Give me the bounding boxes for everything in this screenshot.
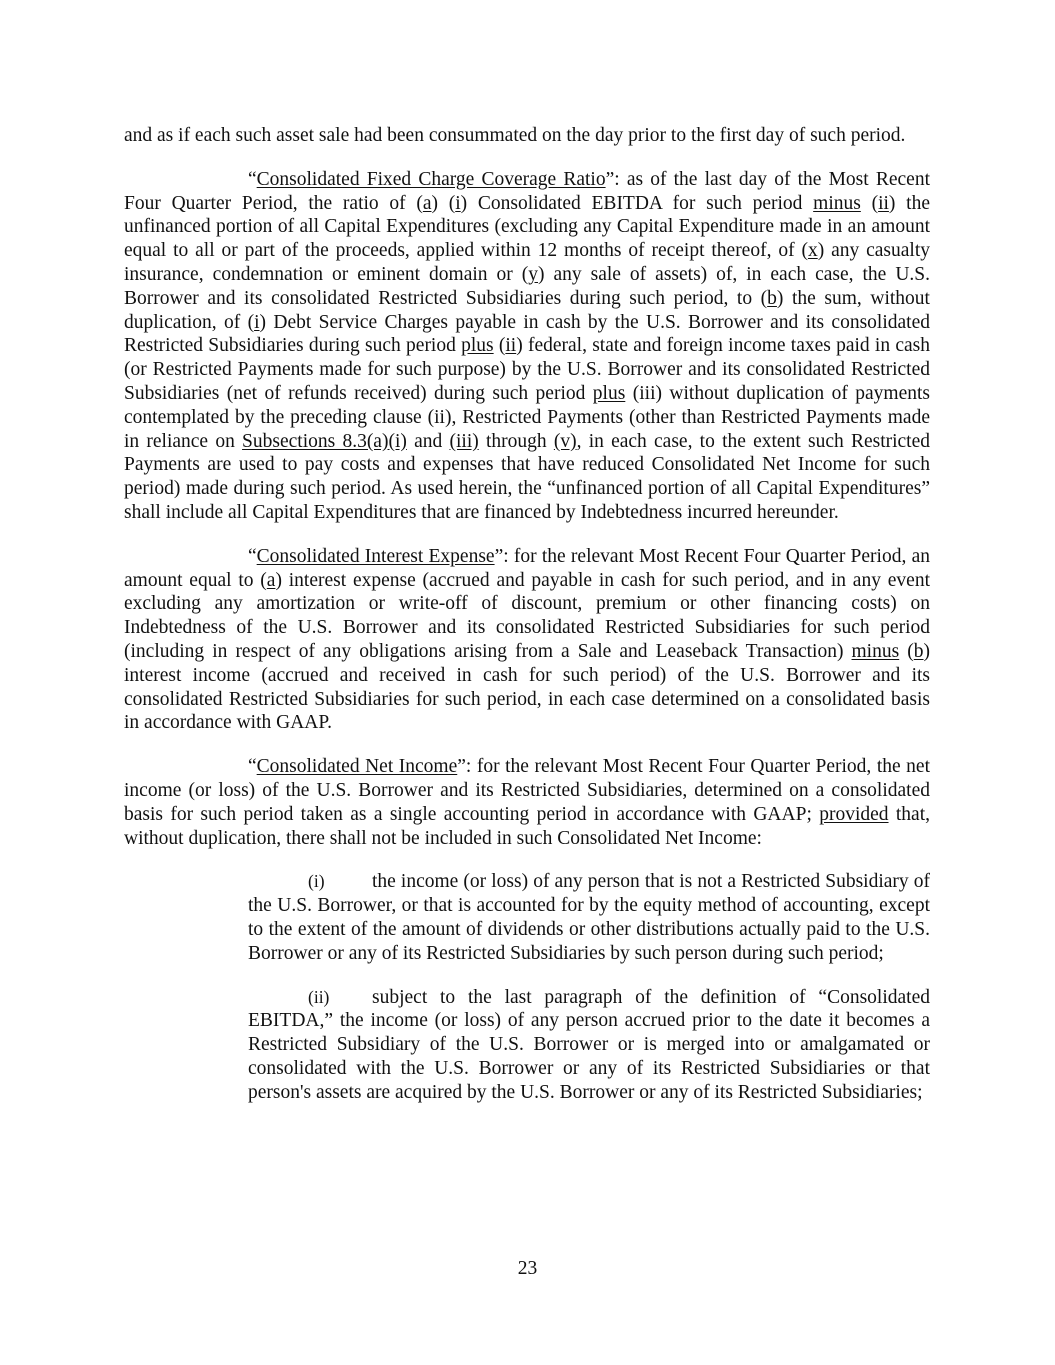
proviso-term: provided [819,803,889,825]
close-quote: ”: [494,545,509,567]
clause-marker: i [455,192,461,214]
page-number: 23 [517,1258,538,1279]
definition-text: through [478,430,554,452]
defined-term: Consolidated Interest Expense [256,545,495,567]
definition-text: ) the unfinanced portion of all Capital Expenditures (excluding any Capital Expenditure made in an amount equal to all or part of the proceeds, applied within 12 months of receipt thereof, of ( [124,192,930,262]
definition-text: for the relevant Most Recent Four Quarter Period, an amount equal to ( [124,545,930,591]
clause-text: the income (or loss) of any person that is not a Restricted Subsidiary of the U.S. Borrower, or that is accounted for by the equity method of accounting, except to the extent of the amount of dividends or other distributions actually paid to the U.S. Borrower or any of its Restricted Subsidiaries by such person during such period; [248,871,930,964]
open-quote: “ [248,168,257,190]
definition-text: ) Consolidated EBITDA for such period [460,192,814,214]
clause-marker: y [528,263,539,285]
definition-text: ) any casualty insurance, condemnation or eminent domain or ( [124,240,930,285]
open-quote: “ [248,545,257,567]
definition-consolidated-net-income [124,755,930,850]
definition-text: , in each case, to the extent such Restricted Payments are used to pay costs and expenses that have reduced Consolidated Net Income for such period) made during such period. As used herein, the “unfinanced portion of all Capital Expenditures” shall include all Capital Expenditures that are financed by Indebtedness incurred hereunder. [124,430,931,523]
operator-term: minus [851,640,900,662]
operator-term: plus [592,382,626,404]
defined-term: Consolidated Fixed Charge Coverage Ratio [256,168,606,190]
clause-marker: a [266,569,276,591]
definition-text: ) the sum, without duplication, of ( [124,287,930,333]
definition-text: ) federal, state and foreign income taxes paid in cash (or Restricted Payments made for such purpose) by the U.S. Borrower and its consolidated Restricted Subsidiaries (net of refunds received) during such period [124,335,930,404]
clause-number: (i) [308,871,325,892]
close-quote: ”: [457,756,472,778]
clause-item [248,870,930,965]
cross-reference: (v) [553,430,577,452]
opening-paragraph: and as if each such asset sale had been consummated on the day prior to the first day of such period. [124,125,906,146]
cross-reference: Subsections 8.3(a)(i) [242,430,407,452]
clause-marker: ii [878,192,889,214]
definition-text: ) interest expense (accrued and payable in cash for such period, and in any event excluding any amortization or write-off of discount, premium or other financing costs) on Indebtedness of the U.S. Borrower and its consolidated Restricted Subsidiaries for such period (including in respect of any obligations arising from a Sale and Leaseback Transaction) [124,569,930,662]
definition-text: and [406,430,450,452]
close-quote: ”: [605,168,620,190]
definition-text: (iii) without duplication of payments contemplated by the preceding clause (ii), Restricted Payments (other than Restricted Payments made in reliance on [124,382,930,452]
clause-marker: ii [505,335,517,357]
clause-item [248,986,930,1105]
definition-text: for the relevant Most Recent Four Quarter Period, the net income (or loss) of the U.S. Borrower and its Restricted Subsidiaries, determined on a consolidated basis for such period taken as a single accounting period in accordance with GAAP; [124,756,930,825]
clause-text: subject to the last paragraph of the definition of “Consolidated EBITDA,” the income (or loss) of any person accrued prior to the date it becomes a Restricted Subsidiary of the U.S. Borrower or is merged into or amalgamated or consolidated with the U.S. Borrower or any of its Restricted Subsidiaries or that person's assets are acquired by the U.S. Borrower or any of its Restricted Subsidiaries; [248,986,930,1103]
definition-text: ) any sale of assets) of, in each case, the U.S. Borrower and its consolidated Restricted Subsidiaries during such period, to ( [124,263,930,309]
definition-text: ) ( [431,192,456,214]
definition-text: ) Debt Service Charges payable in cash by the U.S. Borrower and its consolidated Restricted Subsidiaries during such period [124,311,930,357]
clause-number: (ii) [308,986,330,1007]
clause-marker: b [913,640,924,662]
open-quote: “ [248,756,257,778]
definition-consolidated-interest-expense [124,545,930,735]
document-page [124,124,930,1104]
clause-marker: a [422,192,432,214]
clause-marker: b [767,287,777,309]
operator-term: plus [461,335,494,357]
definition-fixed-charge-coverage-ratio [124,168,930,525]
definition-text: as of the last day of the Most Recent Four Quarter Period, the ratio of ( [124,168,930,214]
definition-text: that, without duplication, there shall not be included in such Consolidated Net Income: [124,803,930,849]
clause-marker: x [807,240,818,262]
definition-text: ) interest income (accrued and received in cash for such period) of the U.S. Borrower and its consolidated Restricted Subsidiaries for such period, in each case determined on a consolidated basis in accordance with GAAP. [124,640,931,734]
clause-marker: i [254,311,260,333]
operator-term: minus [813,192,861,214]
definition-text: ( [899,640,914,662]
defined-term: Consolidated Net Income [256,756,458,778]
definition-text: ( [860,192,879,214]
definition-text: ( [493,335,506,357]
cross-reference: (iii) [449,430,479,452]
